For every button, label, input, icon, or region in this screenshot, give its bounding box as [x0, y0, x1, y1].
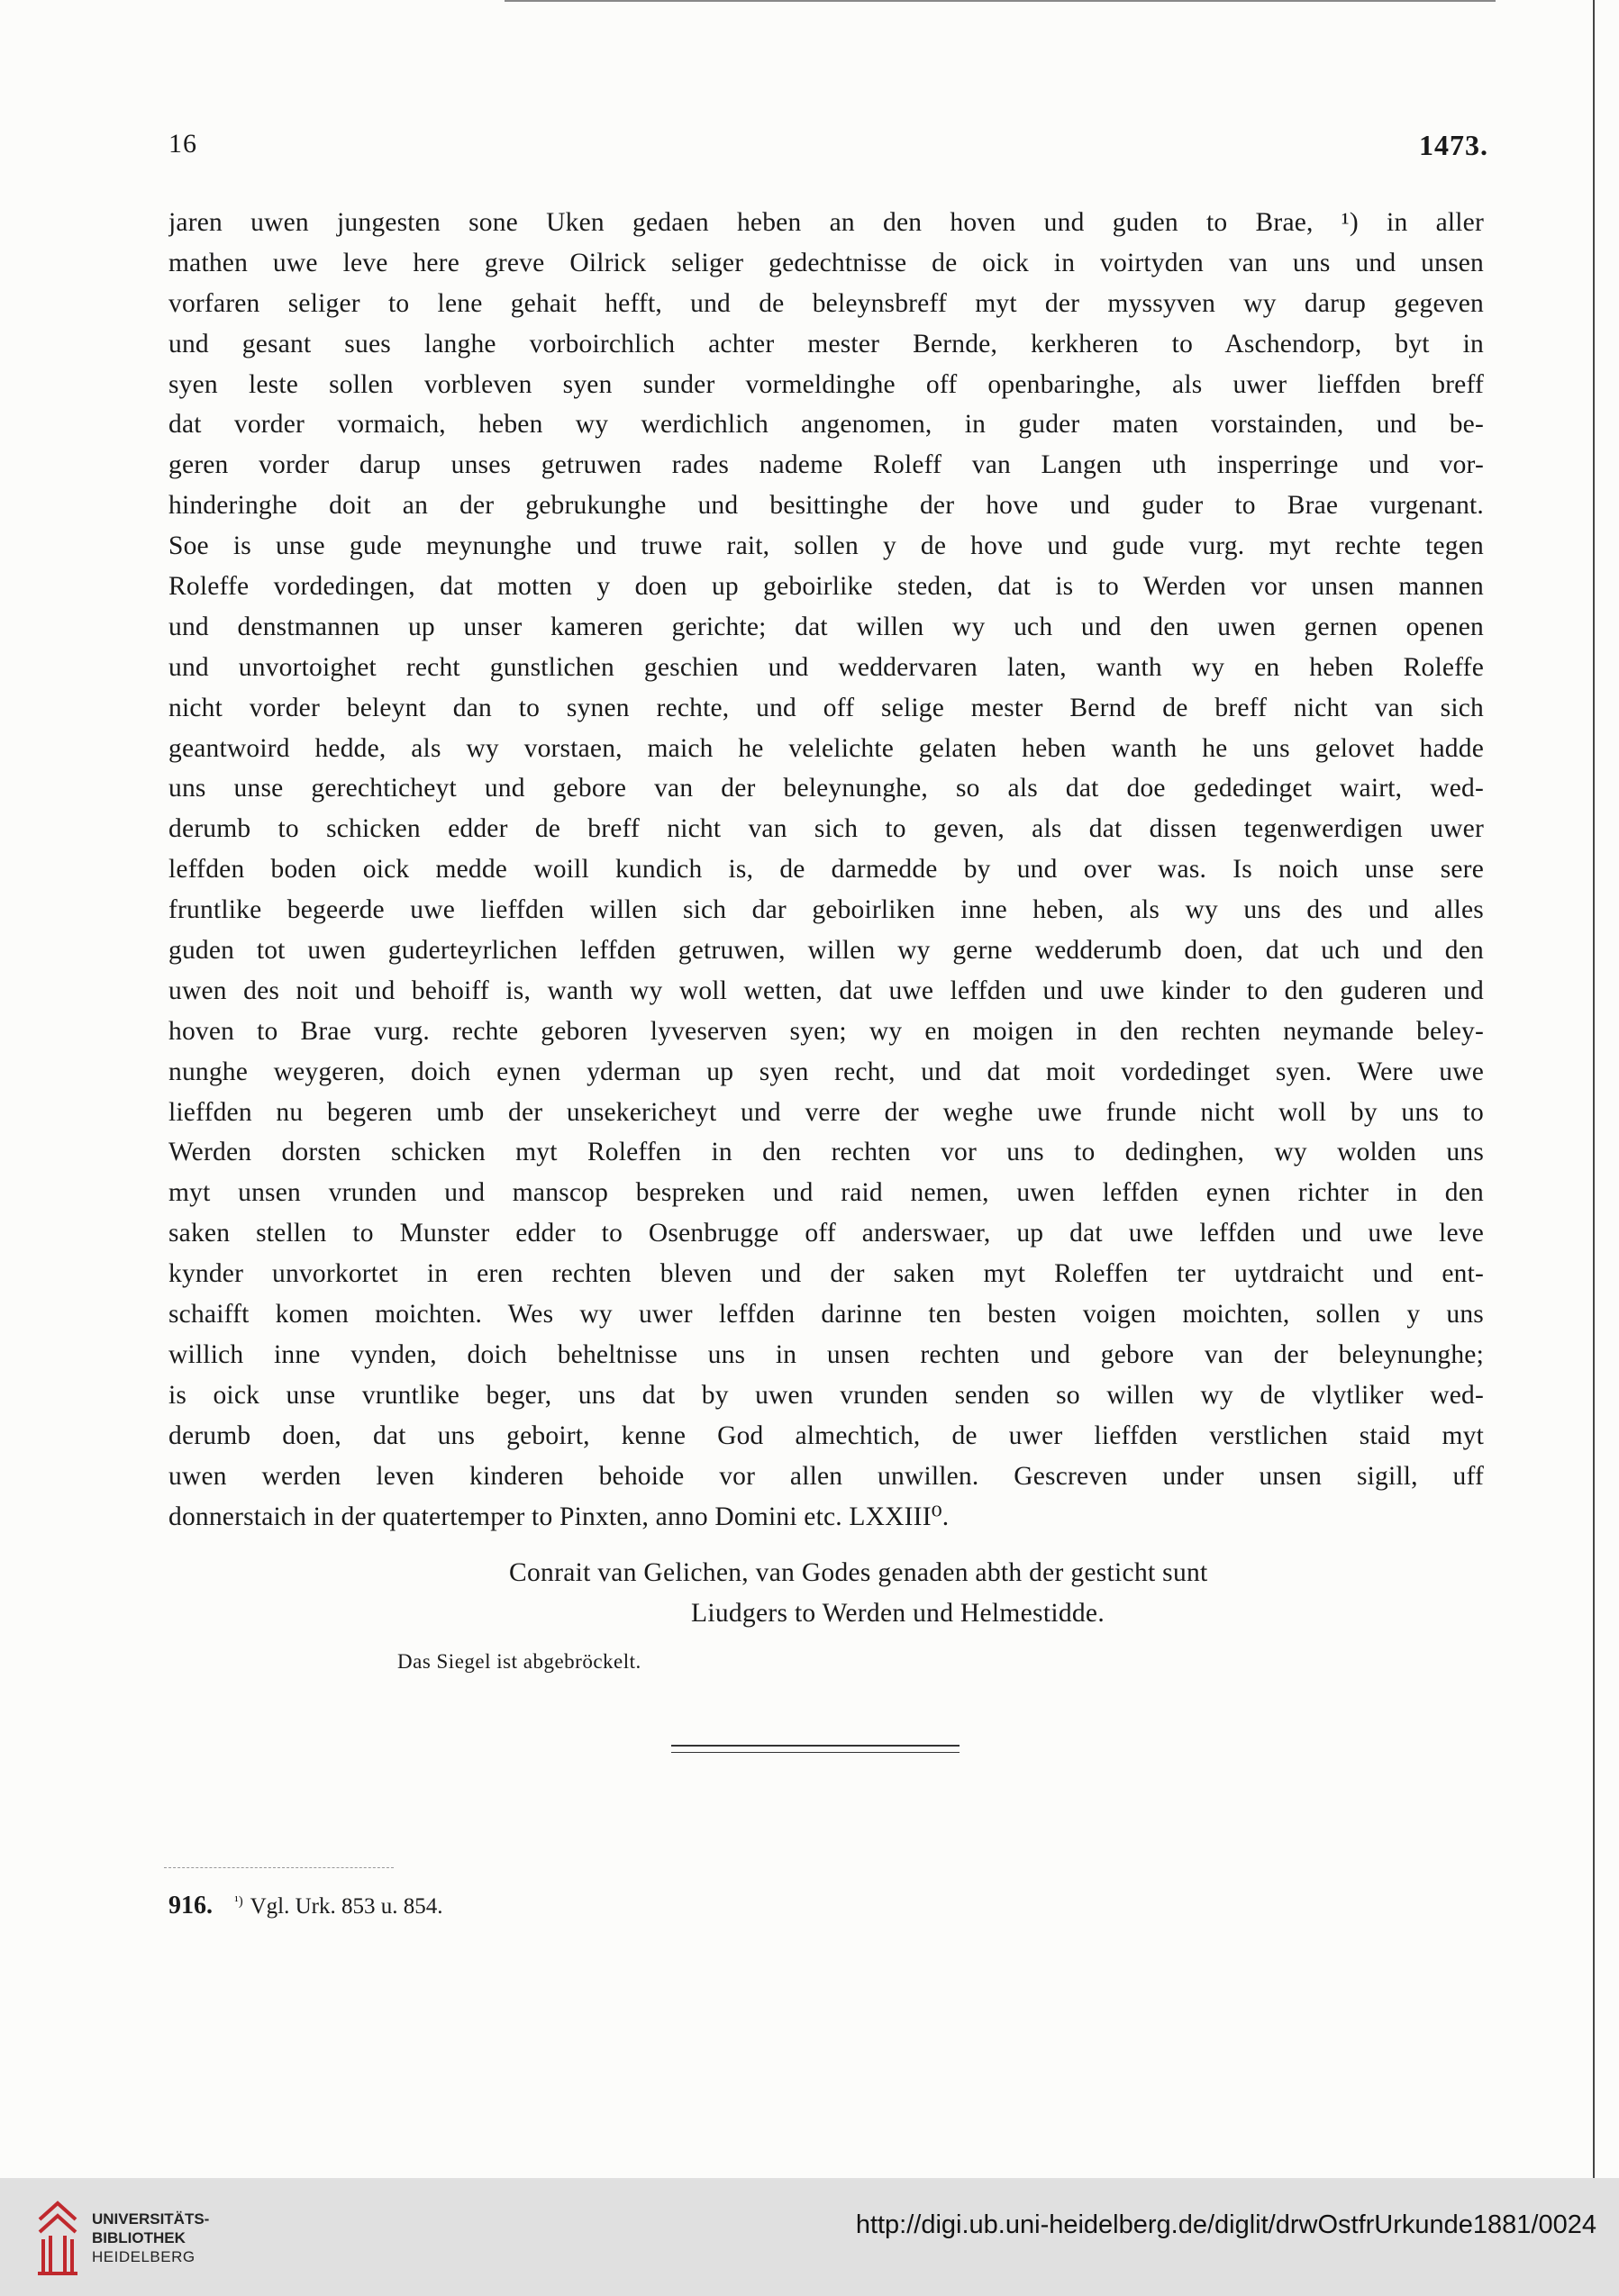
text-line: syen leste sollen vorbleven syen sunder vormeldinghe off openbaringhe, als uwer lieffden breff	[168, 369, 1484, 399]
text-line: dat vorder vormaich, heben wy werdichlich angenomen, in guder maten vorstainden, und be-	[168, 410, 1484, 440]
text-line: willich inne vynden, doich beheltnisse uns in unsen rechten und gebore van der beleynunghe;	[168, 1339, 1484, 1369]
library-name	[92, 2210, 209, 2266]
text-line: leffden boden oick medde woill kundich is, de darmedde by und over was. Is noich unse sere	[168, 855, 1484, 885]
text-line: uns unse gerechticheyt und gebore van der beleynunghe, so als dat doe gededinget wairt, wed-	[168, 774, 1484, 803]
text-line: nicht vorder beleynt dan to synen rechte, und off selige mester Bernd de breff nicht van sich	[168, 693, 1484, 722]
text-line: kynder unvorkortet in eren rechten bleven und der saken myt Roleffen ter uytdraicht und ent-	[168, 1259, 1484, 1289]
text-line: jaren uwen jungesten sone Uken gedaen heben an den hoven und guden to Brae, ¹) in aller	[168, 208, 1484, 237]
text-line: fruntlike begeerde uwe lieffden willen sich dar geboirliken inne heben, als wy uns des und alles	[168, 895, 1484, 925]
document-number: 916.	[168, 1892, 213, 1919]
text-line: myt unsen vrunden und manscop bespreken und raid nemen, uwen leffden eynen richter in den	[168, 1178, 1484, 1208]
text-line: lieffden nu begeren umb der unsekericheyt und verre der weghe uwe frunde nicht woll by uns to	[168, 1097, 1484, 1127]
text-line: und denstmannen up unser kameren gerichte; dat willen wy uch und den uwen gernen openen	[168, 612, 1484, 641]
text-line: geantwoird hedde, als wy vorstaen, maich he velelichte gelaten heben wanth he uns gelovet hadde	[168, 733, 1484, 763]
library-name-line-1: UNIVERSITÄTS-	[92, 2210, 210, 2228]
document-body-text	[168, 203, 1484, 1537]
library-name-line-2: BIBLIOTHEK	[92, 2229, 186, 2246]
footnote-divider	[164, 1867, 394, 1868]
signature-line-1: Conrait van Gelichen, van Godes genaden abth der gesticht sunt	[509, 1558, 1208, 1587]
section-divider	[671, 1745, 960, 1753]
page-number: 16	[168, 129, 197, 159]
text-line: saken stellen to Munster edder to Osenbrugge off anderswaer, up dat uwe leffden und uwe leve	[168, 1219, 1484, 1248]
text-line: hoven to Brae vurg. rechte geboren lyveserven syen; wy en moigen in den rechten neymande beley-	[168, 1016, 1484, 1046]
text-line: Roleffe vordedingen, dat motten y doen up geboirlike steden, dat is to Werden vor unsen mannen	[168, 572, 1484, 602]
page-year: 1473.	[1419, 129, 1488, 161]
text-line: nunghe weygeren, doich eynen yderman up syen recht, und dat moit vordedinget syen. Were uwe	[168, 1057, 1484, 1086]
text-line: und gesant sues langhe vorboirchlich achter mester Bernde, kerkheren to Aschendorp, byt in	[168, 329, 1484, 358]
text-line: Werden dorsten schicken myt Roleffen in den rechten vor uns to dedinghen, wy wolden uns	[168, 1138, 1484, 1167]
footnote	[168, 1892, 442, 1920]
seal-note: Das Siegel ist abgebröckelt.	[397, 1650, 641, 1673]
scan-edge-top	[505, 0, 1496, 2]
library-footer-bar	[0, 2178, 1619, 2296]
text-line: is oick unse vruntlike beger, uns dat by uwen vrunden senden so willen wy de vlytliker wed-	[168, 1380, 1484, 1410]
permalink-url[interactable]: http://digi.ub.uni-heidelberg.de/diglit/drwOstfrUrkunde1881/0024	[855, 2210, 1596, 2239]
text-line: donnerstaich in der quatertemper to Pinxten, anno Domini etc. LXXIII⁰.	[168, 1502, 950, 1531]
text-line: Soe is unse gude meynunghe und truwe rait, sollen y de hove und gude vurg. myt rechte tegen	[168, 531, 1484, 561]
ub-heidelberg-logo-icon[interactable]	[34, 2192, 81, 2278]
text-line: uwen des noit und behoiff is, wanth wy woll wetten, dat uwe leffden und uwe kinder to den guderen und	[168, 976, 1484, 1005]
text-line: hinderinghe doit an der gebrukunghe und besittinghe der hove und guder to Brae vurgenant.	[168, 491, 1484, 521]
signature-line-2: Liudgers to Werden und Helmestidde.	[691, 1599, 1105, 1628]
footnote-text: Vgl. Urk. 853 u. 854.	[250, 1894, 443, 1919]
text-line: derumb doen, dat uns geboirt, kenne God almechtich, de uwer lieffden verstlichen staid myt	[168, 1420, 1484, 1450]
text-line: mathen uwe leve here greve Oilrick seliger gedechtnisse de oick in voirtyden van uns und unsen	[168, 248, 1484, 277]
text-line: geren vorder darup unses getruwen rades nademe Roleff van Langen uth insperringe und vor-	[168, 450, 1484, 480]
library-name-line-3: HEIDELBERG	[92, 2248, 196, 2265]
text-line: vorfaren seliger to lene gehait hefft, und de beleynsbreff myt der myssyven wy darup gegeven	[168, 288, 1484, 318]
text-line: guden tot uwen guderteyrlichen leffden getruwen, willen wy gerne wedderumb doen, dat uch und den	[168, 936, 1484, 966]
scan-edge-right	[1593, 0, 1595, 2178]
text-line: schaifft komen moichten. Wes wy uwer leffden darinne ten besten voigen moichten, sollen y uns	[168, 1300, 1484, 1330]
text-line: derumb to schicken edder de breff nicht van sich to geven, als dat dissen tegenwerdigen uwer	[168, 814, 1484, 844]
text-line: und unvortoighet recht gunstlichen geschien und weddervaren laten, wanth wy en heben Roleffe	[168, 652, 1484, 682]
text-line: uwen werden leven kinderen behoide vor allen unwillen. Gescreven under unsen sigill, uff	[168, 1461, 1484, 1491]
footnote-mark: ¹)	[234, 1893, 243, 1909]
